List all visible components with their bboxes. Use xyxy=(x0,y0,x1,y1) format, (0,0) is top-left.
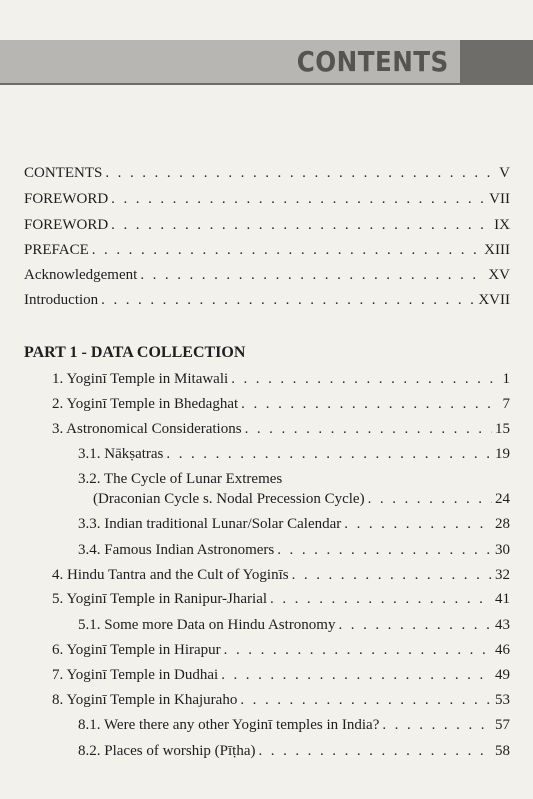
dot-leader xyxy=(292,565,492,585)
page-number: 19 xyxy=(495,446,510,462)
dot-leader xyxy=(241,394,499,414)
toc-entry-chapter-6[interactable]: 6. Yoginī Temple in Hirapur . . . 46 xyxy=(52,640,510,660)
page-number: 49 xyxy=(495,667,510,683)
toc-entry-introduction[interactable]: Introduction . . . XVII xyxy=(24,290,510,310)
page-number: 28 xyxy=(495,516,510,532)
dot-leader xyxy=(166,444,492,464)
dot-leader xyxy=(111,189,486,209)
dot-leader xyxy=(240,690,492,710)
toc-entry-chapter-5[interactable]: 5. Yoginī Temple in Ranipur-Jharial . . . 41 xyxy=(52,589,510,609)
toc-entry-acknowledgement[interactable]: Acknowledgement . . . XV xyxy=(24,265,510,285)
toc-entry-section-8-2[interactable]: 8.2. Places of worship (Pīṭha) . . . 58 xyxy=(78,741,510,761)
page-number: 24 xyxy=(495,491,510,507)
page-number: 53 xyxy=(495,692,510,708)
toc-entry-section-8-1[interactable]: 8.1. Were there any other Yoginī temples in India? . . . 57 xyxy=(78,715,510,735)
toc-entry-section-3-4[interactable]: 3.4. Famous Indian Astronomers . . . 30 xyxy=(78,540,510,560)
toc-entry-chapter-2[interactable]: 2. Yoginī Temple in Bhedaghat . . . 7 xyxy=(52,394,510,414)
page-number: 43 xyxy=(495,617,510,633)
page-title: CONTENTS xyxy=(297,45,449,78)
dot-leader xyxy=(101,290,475,310)
toc-entry-section-5-1[interactable]: 5.1. Some more Data on Hindu Astronomy . . . 43 xyxy=(78,615,510,635)
toc-entry-section-3-2-line1[interactable]: 3.2. The Cycle of Lunar Extremes xyxy=(78,471,283,487)
page-number: 1 xyxy=(502,371,510,387)
toc-entry-chapter-4[interactable]: 4. Hindu Tantra and the Cult of Yoginīs . . . 32 xyxy=(52,565,510,585)
dot-leader xyxy=(344,514,492,534)
page-number: V xyxy=(499,165,510,181)
toc-entry-chapter-7[interactable]: 7. Yoginī Temple in Dudhai . . . 49 xyxy=(52,665,510,685)
page-number: IX xyxy=(494,217,510,233)
toc-entry-section-3-1[interactable]: 3.1. Nākṣatras . . . 19 xyxy=(78,444,510,464)
page-number: VII xyxy=(489,191,510,207)
page-number: 15 xyxy=(495,421,510,437)
page-number: XVII xyxy=(478,292,510,308)
dot-leader xyxy=(221,665,492,685)
toc-entry-foreword-1[interactable]: FOREWORD . . . VII xyxy=(24,189,510,209)
page-number: XIII xyxy=(484,242,510,258)
page-number: 7 xyxy=(502,396,510,412)
page-number: 46 xyxy=(495,642,510,658)
dot-leader xyxy=(111,215,491,235)
dot-leader xyxy=(140,265,485,285)
page-number: 30 xyxy=(495,542,510,558)
dot-leader xyxy=(231,369,499,389)
toc-entry-foreword-2[interactable]: FOREWORD . . . IX xyxy=(24,215,510,235)
dot-leader xyxy=(258,741,492,761)
page-number: 58 xyxy=(495,743,510,759)
toc-entry-chapter-3[interactable]: 3. Astronomical Considerations . . . 15 xyxy=(52,419,510,439)
dot-leader xyxy=(338,615,492,635)
toc-entry-section-3-3[interactable]: 3.3. Indian traditional Lunar/Solar Calendar . . . 28 xyxy=(78,514,510,534)
dot-leader xyxy=(245,419,492,439)
toc-entry-chapter-1[interactable]: 1. Yoginī Temple in Mitawali . . . 1 xyxy=(52,369,510,389)
dot-leader xyxy=(368,489,492,509)
page-number: 57 xyxy=(495,717,510,733)
dot-leader xyxy=(277,540,492,560)
page-number: XV xyxy=(488,267,510,283)
dot-leader xyxy=(105,163,496,183)
dot-leader xyxy=(224,640,492,660)
dot-leader xyxy=(270,589,492,609)
dot-leader xyxy=(92,240,481,260)
page-number: 32 xyxy=(495,567,510,583)
page-number: 41 xyxy=(495,591,510,607)
toc-entry-preface[interactable]: PREFACE . . . XIII xyxy=(24,240,510,260)
toc-entry-section-3-2[interactable]: (Draconian Cycle s. Nodal Precession Cycle) . . . 24 xyxy=(93,489,510,509)
toc-entry-chapter-8[interactable]: 8. Yoginī Temple in Khajuraho . . . 53 xyxy=(52,690,510,710)
dot-leader xyxy=(382,715,492,735)
part-heading: PART 1 - DATA COLLECTION xyxy=(24,344,246,361)
toc-entry-contents[interactable]: CONTENTS . . . V xyxy=(24,163,510,183)
